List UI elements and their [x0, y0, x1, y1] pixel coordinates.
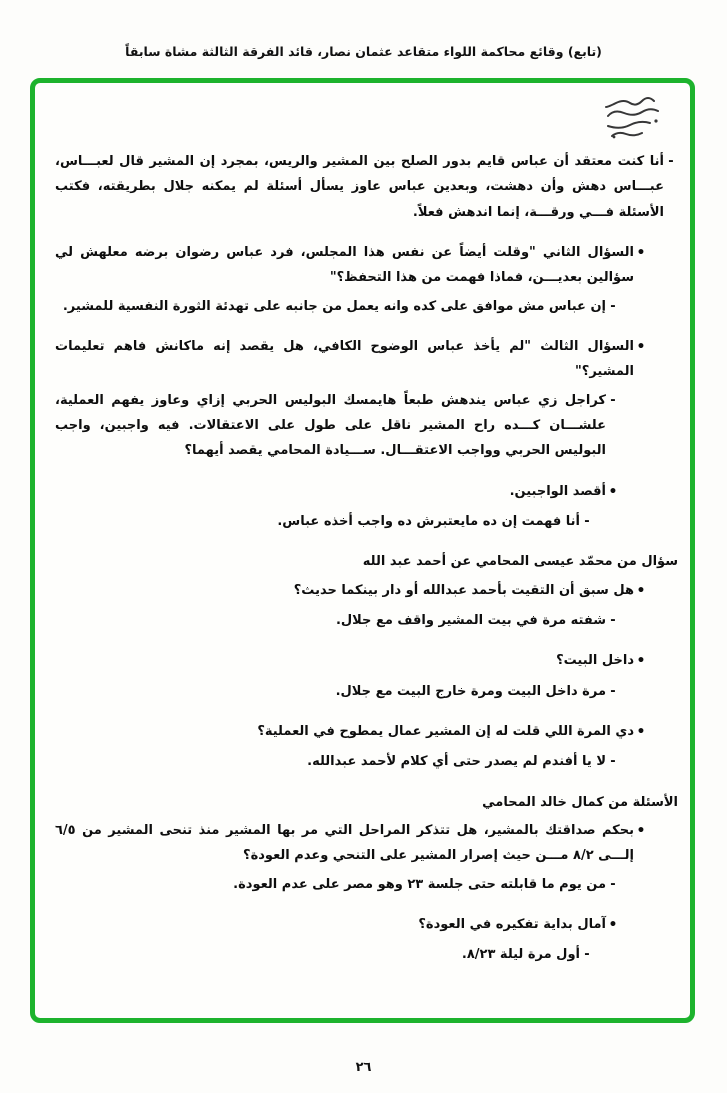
bullet-marker: •: [636, 653, 646, 670]
bullet-marker: •: [608, 483, 618, 500]
question-item: [55, 912, 678, 939]
item-text: هل سبق أن التقيت بأحمد عبدالله أو دار بينكما حديث؟: [293, 582, 634, 598]
item-text: داخل البيت؟: [556, 653, 634, 669]
dash-marker: -: [610, 613, 616, 629]
item-text: أقصد الواجبين.: [509, 483, 606, 499]
question-item: [55, 818, 678, 869]
bullet-marker: •: [636, 339, 646, 356]
page-number: ٢٦: [355, 1060, 372, 1075]
question-item: [55, 479, 678, 506]
transcript-items: [55, 149, 678, 1006]
item-text: الأسئلة من كمال خالد المحامي: [482, 794, 678, 810]
bullet-marker: •: [636, 582, 646, 599]
item-text: كراجل زي عباس يندهش طبعاً هايمسك البوليس الحربي إزاي وعاوز يفهم العملية، علشـــان كـــده راح المشير ناقل على طول على الاعتقالات. فيه واجبين، واجب البوليس الحربي وواجب الاعتقـــال. ســـيادة المحامي يقصد أيهما؟: [55, 392, 606, 459]
item-text: دي المرة اللي قلت له إن المشير عمال يمطوح في العملية؟: [257, 724, 634, 740]
item-text: السؤال الثاني "وقلت أيضاً عن نفس هذا المجلس، فرد عباس رضوان برضه معلهش لي سؤالين بعديـــن، فماذا فهمت من هذا التحفظ؟": [55, 245, 634, 286]
section-heading: [55, 549, 678, 574]
bullet-marker: •: [608, 917, 618, 934]
item-text: أول مرة ليلة ٨/٢٣.: [461, 947, 580, 963]
section-heading: [55, 790, 678, 815]
dash-marker: -: [610, 754, 616, 770]
item-text: بحكم صداقتك بالمشير، هل تتذكر المراحل التي مر بها المشير منذ تنحى المشير من ٦/٥ إلـــى ٨/٢ مـــن حيث إصرار المشير على التنحي وعدم العودة؟: [55, 823, 634, 864]
statement-item: [55, 388, 678, 464]
dash-marker: -: [584, 514, 590, 530]
statement-item: [55, 942, 678, 967]
dash-marker: -: [610, 683, 616, 699]
question-item: [55, 334, 678, 385]
item-text: لا يا أفندم لم يصدر حتى أي كلام لأحمد عبدالله.: [307, 754, 606, 770]
question-item: [55, 240, 678, 291]
statement-item: [55, 749, 678, 774]
green-frame: [30, 78, 695, 1023]
page-header: (تابع) وقائع محاكمة اللواء متقاعد عثمان نصار، قائد الفرقة الثالثة مشاة سابقاً: [125, 44, 602, 59]
statement-item: [55, 608, 678, 633]
dash-marker: -: [668, 154, 674, 169]
question-item: [55, 648, 678, 675]
statement-item: [55, 679, 678, 704]
question-item: [55, 578, 678, 605]
bullet-marker: •: [636, 245, 646, 262]
item-text: أنا فهمت إن ده مايعتبرش ده واجب أخذه عباس.: [277, 514, 580, 530]
item-text: مرة داخل البيت ومرة خارج البيت مع جلال.: [335, 683, 606, 699]
bullet-marker: •: [636, 823, 646, 840]
item-text: شفته مرة في بيت المشير واقف مع جلال.: [335, 613, 606, 629]
bullet-marker: •: [636, 724, 646, 741]
item-text: أنا كنت معتقد أن عباس قايم بدور الصلح بين المشير والريس، بمجرد إن المشير قال لعبـــاس، عبـــاس دهش وأن دهشت، وبعدين عباس عاوز يسأل أسئلة لم يمكنه جلال بطريقته، فكتب الأسئلة فـــي ورقـــة، إنما اندهش فعلاً.: [55, 154, 664, 220]
statement-item: [55, 149, 678, 225]
item-text: سؤال من محمّد عيسى المحامي عن أحمد عبد الله: [362, 554, 678, 570]
signature-stamp-icon: [584, 93, 664, 145]
dash-marker: -: [584, 947, 590, 963]
dash-marker: -: [610, 876, 616, 892]
item-text: إن عباس مش موافق على كده وانه يعمل من جانبه على تهدئة الثورة النفسية للمشير.: [62, 298, 606, 314]
item-text: من يوم ما قابلته حتى جلسة ٢٣ وهو مصر على عدم العودة.: [233, 876, 606, 892]
statement-item: [55, 294, 678, 319]
dash-marker: -: [610, 392, 616, 408]
question-item: [55, 719, 678, 746]
statement-item: [55, 872, 678, 897]
item-text: آمال بداية تفكيره في العودة؟: [418, 917, 606, 933]
item-text: السؤال الثالث "لم يأخذ عباس الوضوح الكافي، هل يقصد إنه ماكانش فاهم تعليمات المشير؟": [55, 339, 634, 380]
statement-item: [55, 509, 678, 534]
dash-marker: -: [610, 298, 616, 314]
